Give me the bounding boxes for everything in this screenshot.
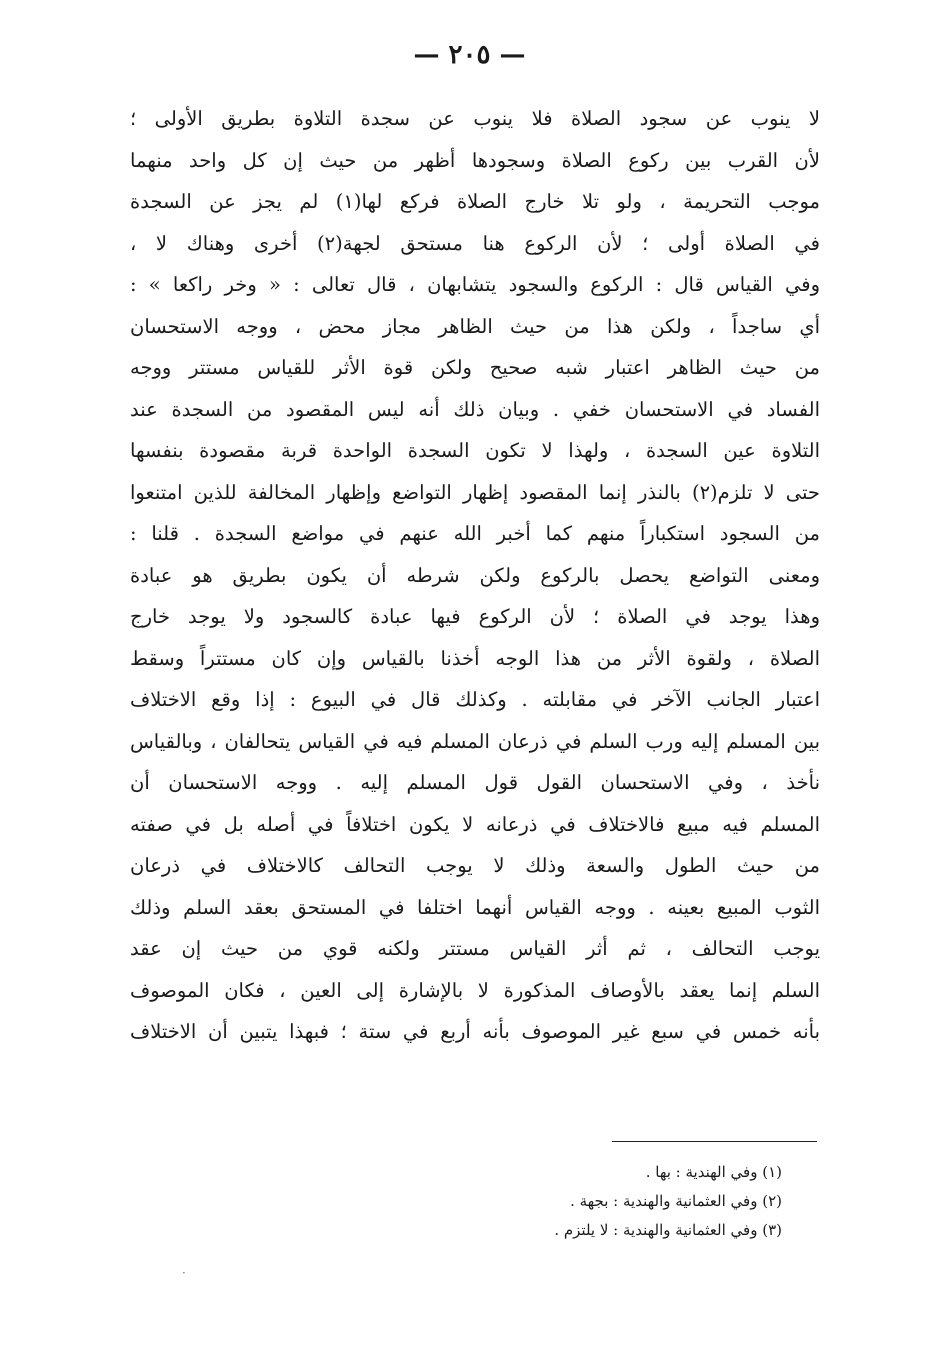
footnote-3: (٣) وفي العثمانية والهندية : لا يلتزم .	[554, 1221, 782, 1239]
text-line: من حيث الطول والسعة وذلك لا يوجب التحالف كالاختلاف في ذرعان	[130, 854, 820, 877]
text-line: ومعنى التواضع يحصل بالركوع ولكن شرطه أن يكون بطريق هو عبادة	[130, 563, 820, 587]
text-line: الفساد في الاستحسان خفي . وبيان ذلك أنه ليس المقصود من السجدة عند	[130, 397, 820, 421]
text-line: الصلاة ، ولقوة الأثر من هذا الوجه أخذنا بالقياس وإن كان مستتراً وسقط	[130, 646, 820, 670]
text-line: وهذا يوجد في الصلاة ؛ لأن الركوع فيها عبادة كالسجود ولا يوجد خارج	[130, 605, 820, 628]
text-line: المسلم فيه مبيع فالاختلاف في ذرعانه لا يكون اختلافاً في أصله بل في صفته	[130, 812, 820, 836]
text-line: في الصلاة أولى ؛ لأن الركوع هنا مستحق لجهة(٢) أخرى وهناك لا ،	[130, 231, 820, 255]
text-line: حتى لا تلزم(٢) بالنذر إنما المقصود إظهار التواضع وإظهار المخالفة للذين امتنعوا	[130, 480, 820, 504]
text-line: السلم إنما يعقد بالأوصاف المذكورة لا بالإشارة إلى العين ، فكان الموصوف	[130, 978, 820, 1002]
text-line: من السجود استكباراً منهم كما أخبر الله عنهم في مواضع السجدة . قلنا :	[130, 522, 820, 545]
page-number: — ٢٠٥ —	[413, 40, 526, 70]
text-line: لأن القرب بين ركوع الصلاة وسجودها أظهر من حيث إن كل واحد منهما	[130, 148, 820, 172]
text-line: من حيث الظاهر اعتبار شبه صحيح ولكن قوة الأثر للقياس مستتر ووجه	[130, 356, 820, 379]
text-line: وفي القياس قال : الركوع والسجود يتشابهان ، قال تعالى : « وخر راكعا » :	[130, 273, 820, 296]
text-line: موجب التحريمة ، ولو تلا خارج الصلاة فركع لها(١) لم يجز عن السجدة	[130, 190, 820, 213]
text-line: اعتبار الجانب الآخر في مقابلته . وكذلك قال في البيوع : إذا وقع الاختلاف	[130, 688, 820, 711]
text-line: يوجب التحالف ، ثم أثر القياس مستتر ولكنه قوي من حيث إن عقد	[130, 937, 820, 960]
footnotes	[400, 1158, 782, 1245]
text-line: التلاوة عين السجدة ، ولهذا لا تكون السجدة الواحدة قربة مقصودة بنفسها	[130, 439, 820, 462]
footnote-separator	[612, 1141, 817, 1142]
text-line: الثوب المبيع بعينه . ووجه القياس أنهما اختلفا في المستحق بعقد السلم وذلك	[130, 895, 820, 919]
text-line: أي ساجداً ، ولكن هذا من حيث الظاهر مجاز محض ، ووجه الاستحسان	[130, 314, 820, 338]
text-line: نأخذ ، وفي الاستحسان القول قول المسلم إليه . ووجه الاستحسان أن	[130, 771, 820, 794]
ink-speck: ·	[182, 1266, 186, 1280]
text-line: لا ينوب عن سجود الصلاة فلا ينوب عن سجدة التلاوة بطريق الأولى ؛	[130, 107, 820, 130]
footnote-2: (٢) وفي العثمانية والهندية : بجهة .	[570, 1192, 782, 1210]
body-text	[130, 98, 820, 1053]
footnote-1: (١) وفي الهندية : بها .	[645, 1163, 782, 1181]
text-line: بأنه خمس في سبع غير الموصوف بأنه أربع في ستة ؛ فبهذا يتبين أن الاختلاف	[130, 1020, 820, 1043]
text-line: بين المسلم إليه ورب السلم في ذرعان المسلم فيه في القياس يتحالفان ، وبالقياس	[130, 729, 820, 753]
